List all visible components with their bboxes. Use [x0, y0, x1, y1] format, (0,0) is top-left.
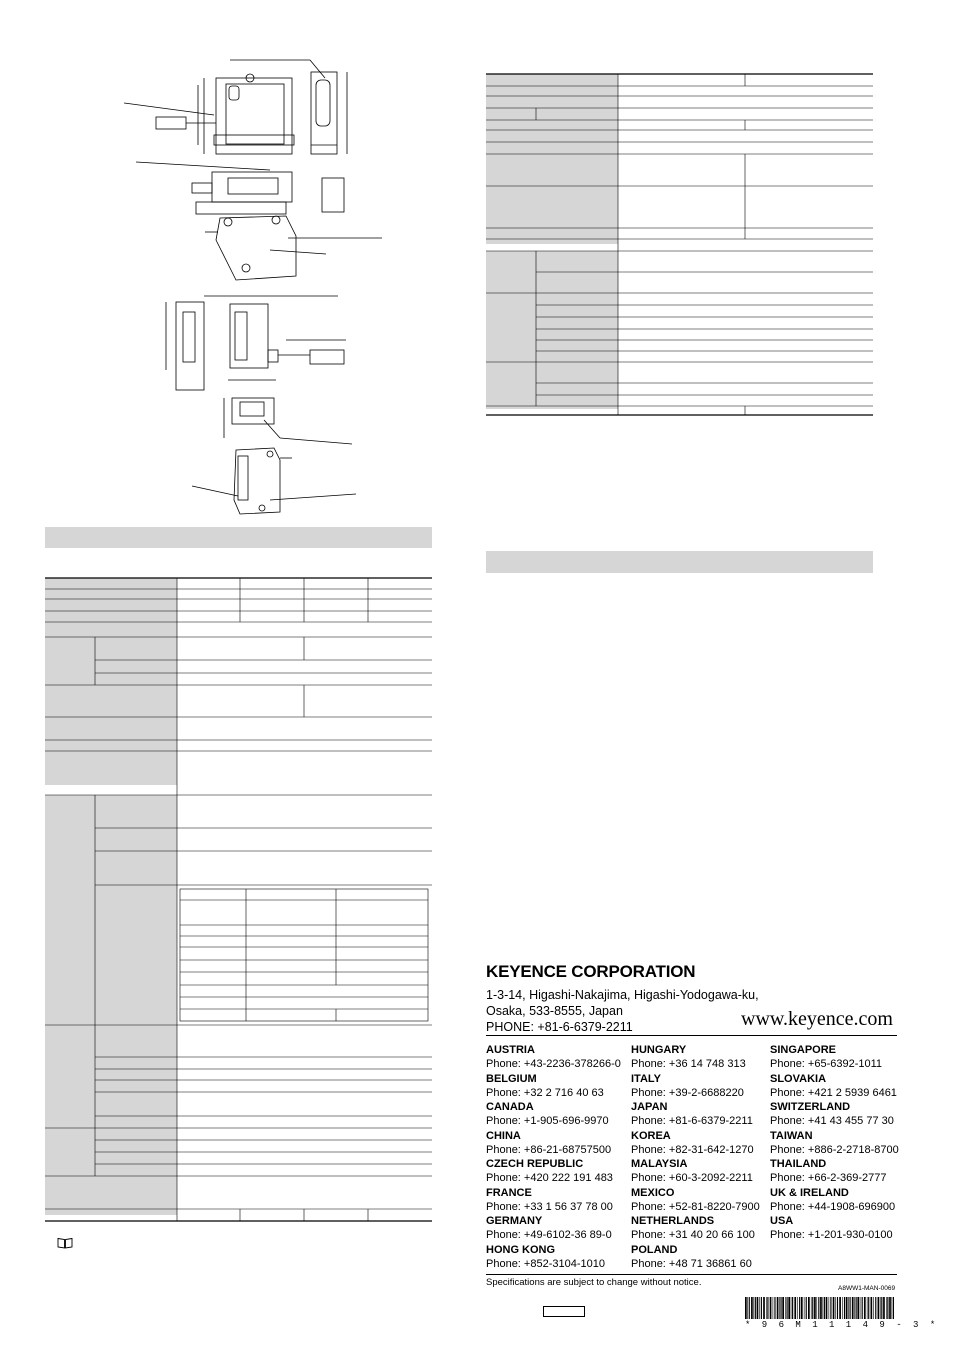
country-name: SLOVAKIA: [770, 1072, 827, 1085]
country-phone: Phone: +86-21-68757500: [486, 1143, 612, 1156]
barcode-bar: [792, 1297, 793, 1319]
country-name: THAILAND: [770, 1158, 827, 1170]
barcode-bar: [755, 1297, 756, 1319]
country-phone: Phone: +44-1908-696900: [770, 1200, 896, 1213]
barcode-bar: [797, 1297, 798, 1319]
barcode-bar: [824, 1297, 825, 1319]
country-phone: Phone: +48 71 36861 60: [631, 1257, 752, 1270]
country-phone: Phone: +420 222 191 483: [486, 1172, 613, 1184]
barcode-bar: [801, 1297, 803, 1319]
country-name: HONG KONG: [486, 1243, 556, 1256]
country-name: USA: [770, 1215, 794, 1227]
contact-entry: [486, 1215, 621, 1244]
barcode-bar: [774, 1297, 775, 1319]
barcode-bar: [788, 1297, 790, 1319]
barcode-bar: [759, 1297, 760, 1319]
barcode-bar: [860, 1297, 861, 1319]
country-phone: Phone: +32 2 716 40 63: [486, 1086, 604, 1099]
country-phone: Phone: +39-2-6688220: [631, 1086, 744, 1099]
country-name: ITALY: [631, 1072, 661, 1085]
barcode-bar: [818, 1297, 819, 1319]
country-phone: Phone: +852-3104-1010: [486, 1257, 605, 1270]
country-name: TAIWAN: [770, 1129, 813, 1142]
contact-entry: [486, 1073, 621, 1102]
address-line-2: Osaka, 533-8555, Japan: [486, 1004, 623, 1018]
divider-bottom: [486, 1274, 897, 1275]
barcode-bar: [763, 1297, 765, 1319]
barcode-bar: [747, 1297, 748, 1319]
barcode-bar: [875, 1297, 876, 1319]
barcode-text: * 9 6 M 1 1 1 4 9 - 3 *: [745, 1320, 939, 1330]
barcode-bar: [839, 1297, 841, 1319]
barcode-bar: [868, 1297, 869, 1319]
barcode-bar: [773, 1297, 774, 1319]
barcode-bar: [806, 1297, 807, 1319]
contact-entry: [631, 1158, 760, 1187]
country-name: MEXICO: [631, 1186, 675, 1199]
country-name: HUNGARY: [631, 1044, 687, 1056]
country-name: GERMANY: [486, 1215, 543, 1227]
blank-box: [543, 1306, 585, 1317]
barcode-bar: [893, 1297, 894, 1319]
barcode-bar: [829, 1297, 830, 1319]
contact-entry: [486, 1187, 621, 1216]
barcode-bar: [791, 1297, 792, 1319]
barcode-bar: [814, 1297, 816, 1319]
contact-entry: [486, 1101, 621, 1130]
country-phone: Phone: +36 14 748 313: [631, 1058, 746, 1070]
contact-column-2: [631, 1044, 760, 1272]
country-phone: Phone: +1-905-696-9970: [486, 1115, 609, 1127]
country-name: SWITZERLAND: [770, 1101, 851, 1113]
contact-entry: [486, 1130, 621, 1159]
barcode-bar: [823, 1297, 824, 1319]
country-name: BELGIUM: [486, 1072, 537, 1085]
address-line-1: 1-3-14, Higashi-Nakajima, Higashi-Yodogawa-ku,: [486, 988, 759, 1002]
barcode-bar: [804, 1297, 805, 1319]
country-name: CZECH REPUBLIC: [486, 1158, 584, 1170]
barcode-bar: [753, 1297, 754, 1319]
barcode-bar: [777, 1297, 779, 1319]
country-name: SINGAPORE: [770, 1044, 837, 1056]
country-phone: Phone: +66-2-369-2777: [770, 1172, 887, 1184]
country-phone: Phone: +886-2-2718-8700: [770, 1143, 899, 1156]
divider-top: [486, 1035, 897, 1036]
contact-entry: [631, 1187, 760, 1216]
country-phone: Phone: +65-6392-1011: [770, 1058, 883, 1070]
barcode-bar: [850, 1297, 851, 1319]
country-name: FRANCE: [486, 1186, 532, 1199]
barcode-bar: [811, 1297, 812, 1319]
barcode-bar: [878, 1297, 880, 1319]
country-name: AUSTRIA: [486, 1044, 535, 1056]
barcode-bar: [808, 1297, 810, 1319]
barcode: [745, 1297, 895, 1319]
contact-entry: [770, 1044, 899, 1073]
contact-entry: [770, 1101, 899, 1130]
country-phone: Phone: +43-2236-378266-0: [486, 1058, 621, 1070]
contact-entry: [631, 1073, 760, 1102]
barcode-bar: [833, 1297, 835, 1319]
country-phone: Phone: +31 40 20 66 100: [631, 1229, 755, 1241]
country-phone: Phone: +81-6-6379-2211: [631, 1115, 753, 1127]
barcode-bar: [766, 1297, 767, 1319]
barcode-bar: [842, 1297, 843, 1319]
barcode-bar: [745, 1297, 747, 1319]
barcode-bar: [761, 1297, 762, 1319]
barcode-bar: [848, 1297, 849, 1319]
barcode-bar: [889, 1297, 891, 1319]
barcode-bar: [830, 1297, 831, 1319]
barcode-bar: [779, 1297, 780, 1319]
barcode-bar: [854, 1297, 855, 1319]
company-website[interactable]: www.keyence.com: [741, 1008, 893, 1030]
country-name: NETHERLANDS: [631, 1215, 715, 1227]
contact-entry: [770, 1130, 899, 1159]
country-phone: Phone: +49-6102-36 89-0: [486, 1229, 612, 1241]
country-name: KOREA: [631, 1129, 671, 1142]
country-name: POLAND: [631, 1243, 678, 1256]
country-phone: Phone: +1-201-930-0100: [770, 1229, 893, 1241]
barcode-bar: [867, 1297, 868, 1319]
disclaimer-text: Specifications are subject to change without notice.: [486, 1277, 702, 1288]
contact-entry: [631, 1244, 760, 1273]
country-name: UK & IRELAND: [770, 1186, 849, 1199]
barcode-bar: [785, 1297, 786, 1319]
barcode-bar: [826, 1297, 828, 1319]
contact-entry: [631, 1044, 760, 1073]
barcode-bar: [767, 1297, 768, 1319]
barcode-bar: [749, 1297, 750, 1319]
company-address: [486, 987, 759, 1035]
country-name: CHINA: [486, 1129, 521, 1142]
barcode-bar: [799, 1297, 800, 1319]
barcode-bar: [864, 1297, 866, 1319]
contact-entry: [486, 1044, 621, 1073]
contact-entry: [631, 1215, 760, 1244]
barcode-bar: [857, 1297, 859, 1319]
barcode-bar: [820, 1297, 822, 1319]
barcode-bar: [770, 1297, 772, 1319]
barcode-bar: [816, 1297, 817, 1319]
barcode-bar: [873, 1297, 874, 1319]
country-phone: Phone: +52-81-8220-7900: [631, 1200, 760, 1213]
contact-column-3: [770, 1044, 899, 1244]
barcode-bar: [880, 1297, 881, 1319]
barcode-bar: [782, 1297, 784, 1319]
barcode-bar: [887, 1297, 888, 1319]
barcode-bar: [886, 1297, 887, 1319]
country-name: CANADA: [486, 1101, 534, 1113]
barcode-bar: [844, 1297, 845, 1319]
contact-entry: [631, 1101, 760, 1130]
barcode-bar: [835, 1297, 836, 1319]
barcode-bar: [852, 1297, 854, 1319]
contact-entry: [770, 1158, 899, 1187]
contact-entry: [770, 1215, 899, 1244]
barcode-bar: [883, 1297, 885, 1319]
barcode-bar: [846, 1297, 848, 1319]
country-phone: Phone: +82-31-642-1270: [631, 1143, 754, 1156]
barcode-bar: [757, 1297, 759, 1319]
contact-entry: [770, 1073, 899, 1102]
barcode-bar: [871, 1297, 873, 1319]
country-phone: Phone: +41 43 455 77 30: [770, 1115, 894, 1127]
country-name: JAPAN: [631, 1101, 668, 1113]
company-phone: PHONE: +81-6-6379-2211: [486, 1020, 633, 1034]
company-name: KEYENCE CORPORATION: [486, 962, 696, 981]
barcode-bar: [862, 1297, 863, 1319]
barcode-bar: [881, 1297, 882, 1319]
barcode-bar: [892, 1297, 893, 1319]
contact-entry: [770, 1187, 899, 1216]
barcode-bar: [751, 1297, 753, 1319]
barcode-bar: [837, 1297, 838, 1319]
barcode-bar: [780, 1297, 781, 1319]
barcode-bar: [812, 1297, 813, 1319]
book-icon: [57, 1237, 73, 1249]
country-phone: Phone: +60-3-2092-2211: [631, 1172, 753, 1184]
barcode-bar: [794, 1297, 796, 1319]
country-phone: Phone: +33 1 56 37 78 00: [486, 1200, 613, 1213]
contact-entry: [631, 1130, 760, 1159]
contact-entry: [486, 1158, 621, 1187]
document-code: A8WW1-MAN-0069: [838, 1285, 896, 1292]
contact-entry: [486, 1244, 621, 1273]
country-phone: Phone: +421 2 5939 6461: [770, 1086, 897, 1099]
barcode-bar: [856, 1297, 857, 1319]
country-name: MALAYSIA: [631, 1158, 688, 1170]
contact-column-1: [486, 1044, 621, 1272]
barcode-bar: [787, 1297, 788, 1319]
